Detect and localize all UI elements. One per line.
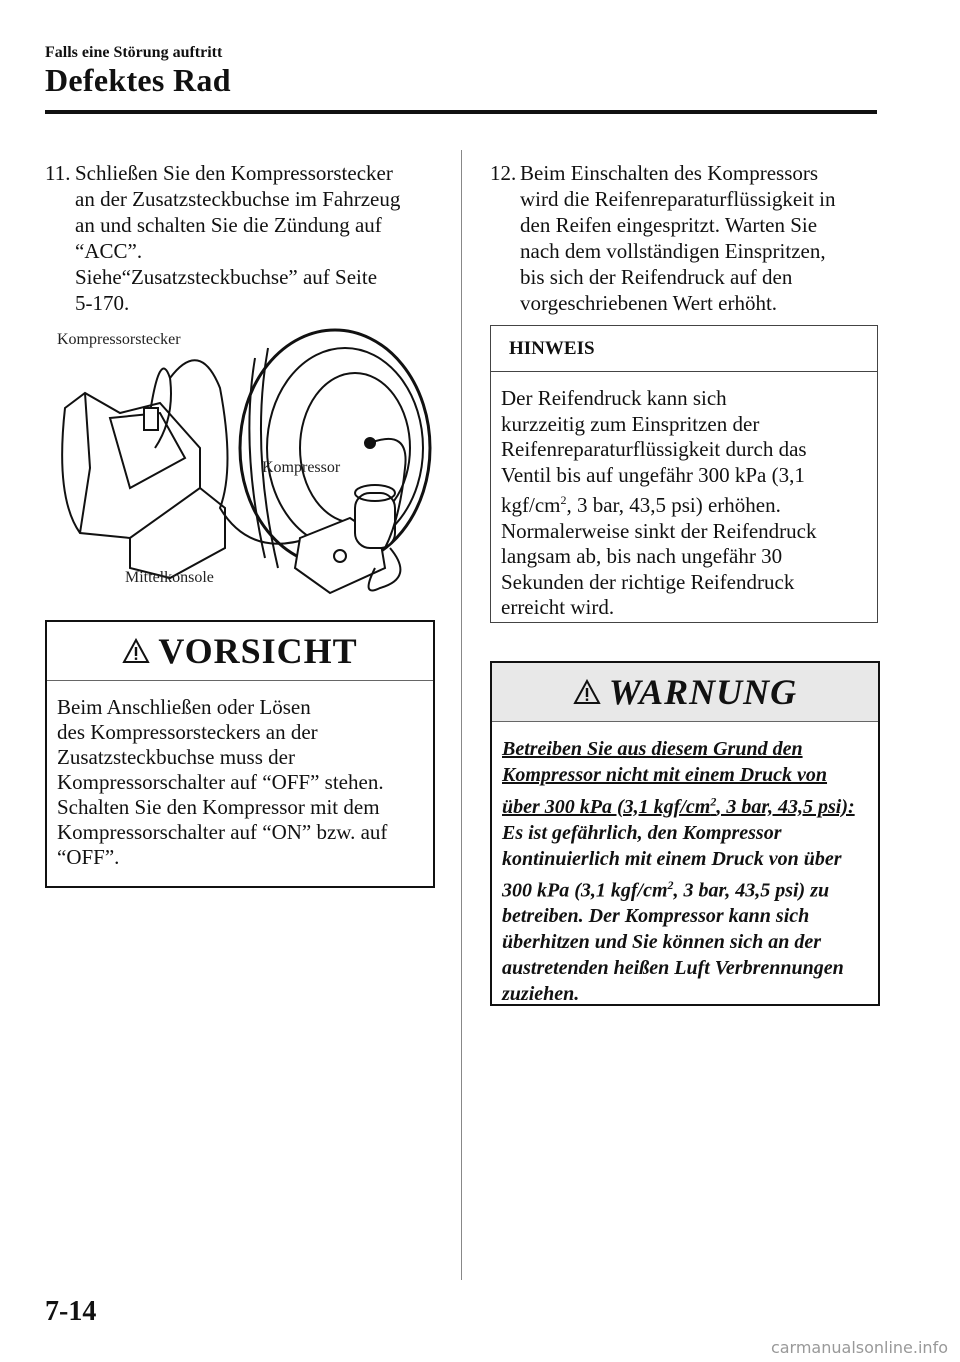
caution-line: “OFF”. xyxy=(57,845,120,869)
column-divider xyxy=(461,150,462,1280)
step-text: vorgeschriebenen Wert erhöht. xyxy=(520,291,778,315)
note-line: kurzzeitig zum Einspritzen der xyxy=(501,411,760,436)
step-text: Schließen Sie den Kompressorstecker xyxy=(75,161,393,185)
note-line: Sekunden der richtige Reifendruck xyxy=(501,569,795,594)
warning-triangle-icon xyxy=(122,638,150,664)
note-heading: HINWEIS xyxy=(491,326,877,372)
warning-line: überhitzen und Sie können sich an der xyxy=(502,931,821,954)
note-line: Ventil bis auf ungefähr 300 kPa (3,1 xyxy=(501,462,805,487)
step-number: 12. xyxy=(490,161,517,185)
tire-compressor-drawing xyxy=(50,318,435,610)
caution-text xyxy=(47,681,433,884)
step-11 xyxy=(45,160,455,316)
warning-heading: WARNUNG xyxy=(608,672,798,712)
step-text: “ACC”. xyxy=(75,239,143,263)
footer-watermark: carmanualsonline.info xyxy=(770,1338,948,1357)
warning-line: Es ist gefährlich, den Kompressor xyxy=(502,821,782,844)
step-text: an der Zusatzsteckbuchse im Fahrzeug xyxy=(75,187,401,211)
caution-line: des Kompressorsteckers an der xyxy=(57,720,318,744)
warning-box xyxy=(490,661,880,1006)
header-rule xyxy=(45,110,877,114)
note-line: Reifenreparaturflüssigkeit durch das xyxy=(501,437,807,461)
warning-line: 300 kPa (3,1 kgf/$cm^2$, 3 bar, 43,5 psi) zu xyxy=(502,877,830,902)
label-mittelkonsole: Mittelkonsole xyxy=(125,569,214,586)
step-text: Siehe“Zusatzsteckbuchse” auf Seite xyxy=(75,265,378,289)
section-label: Falls eine Störung auftritt xyxy=(45,44,223,61)
step-number: 11. xyxy=(45,161,71,185)
warning-triangle-icon xyxy=(573,679,601,705)
note-line: erreicht wird. xyxy=(501,595,615,619)
label-kompressorstecker: Kompressorstecker xyxy=(57,331,181,348)
caution-line: Zusatzsteckbuchse muss der xyxy=(57,745,295,769)
caution-header xyxy=(47,622,433,681)
step-text: wird die Reifenreparaturflüssigkeit in xyxy=(520,187,836,211)
warning-header xyxy=(492,663,878,722)
compressor-illustration xyxy=(50,318,435,610)
label-kompressor: Kompressor xyxy=(262,459,341,476)
note-text xyxy=(491,372,877,635)
warning-line: über 300 kPa (3,1 kgf/$cm^2$, 3 bar, 43,5 psi): xyxy=(502,794,855,818)
step-text: bis sich der Reifendruck auf den xyxy=(520,265,793,289)
step-text: an und schalten Sie die Zündung auf xyxy=(75,213,382,237)
note-line: kgf/$cm^2$, 3 bar, 43,5 psi) erhöhen. xyxy=(501,493,781,517)
caution-line: Kompressorschalter auf “ON” bzw. auf xyxy=(57,820,388,844)
step-12 xyxy=(490,160,900,316)
caution-line: Schalten Sie den Kompressor mit dem xyxy=(57,795,380,819)
note-line: langsam ab, bis nach ungefähr 30 xyxy=(501,544,783,568)
page-number: 7-14 xyxy=(45,1296,97,1327)
caution-line: Kompressorschalter auf “OFF” stehen. xyxy=(57,770,384,794)
warning-line: Kompressor nicht mit einem Druck von xyxy=(502,764,828,786)
caution-heading: VORSICHT xyxy=(158,631,358,671)
step-text: nach dem vollständigen Einspritzen, xyxy=(520,239,826,263)
warning-line: austretenden heißen Luft Verbrennungen xyxy=(502,957,844,980)
note-box xyxy=(490,325,878,623)
warning-line: zuziehen. xyxy=(502,983,580,1006)
warning-line: kontinuierlich mit einem Druck von über xyxy=(502,847,842,870)
caution-line: Beim Anschließen oder Lösen xyxy=(57,695,311,719)
warning-line: betreiben. Der Kompressor kann sich xyxy=(502,905,810,928)
step-text: den Reifen eingespritzt. Warten Sie xyxy=(520,213,818,237)
note-line: Der Reifendruck kann sich xyxy=(501,386,727,410)
step-text: 5-170. xyxy=(75,291,130,315)
caution-box xyxy=(45,620,435,888)
warning-text xyxy=(492,722,878,1021)
page-title: Defektes Rad xyxy=(45,62,231,98)
warning-line: Betreiben Sie aus diesem Grund den xyxy=(502,738,803,760)
note-line: Normalerweise sinkt der Reifendruck xyxy=(501,518,817,543)
step-text: Beim Einschalten des Kompressors xyxy=(520,161,819,185)
